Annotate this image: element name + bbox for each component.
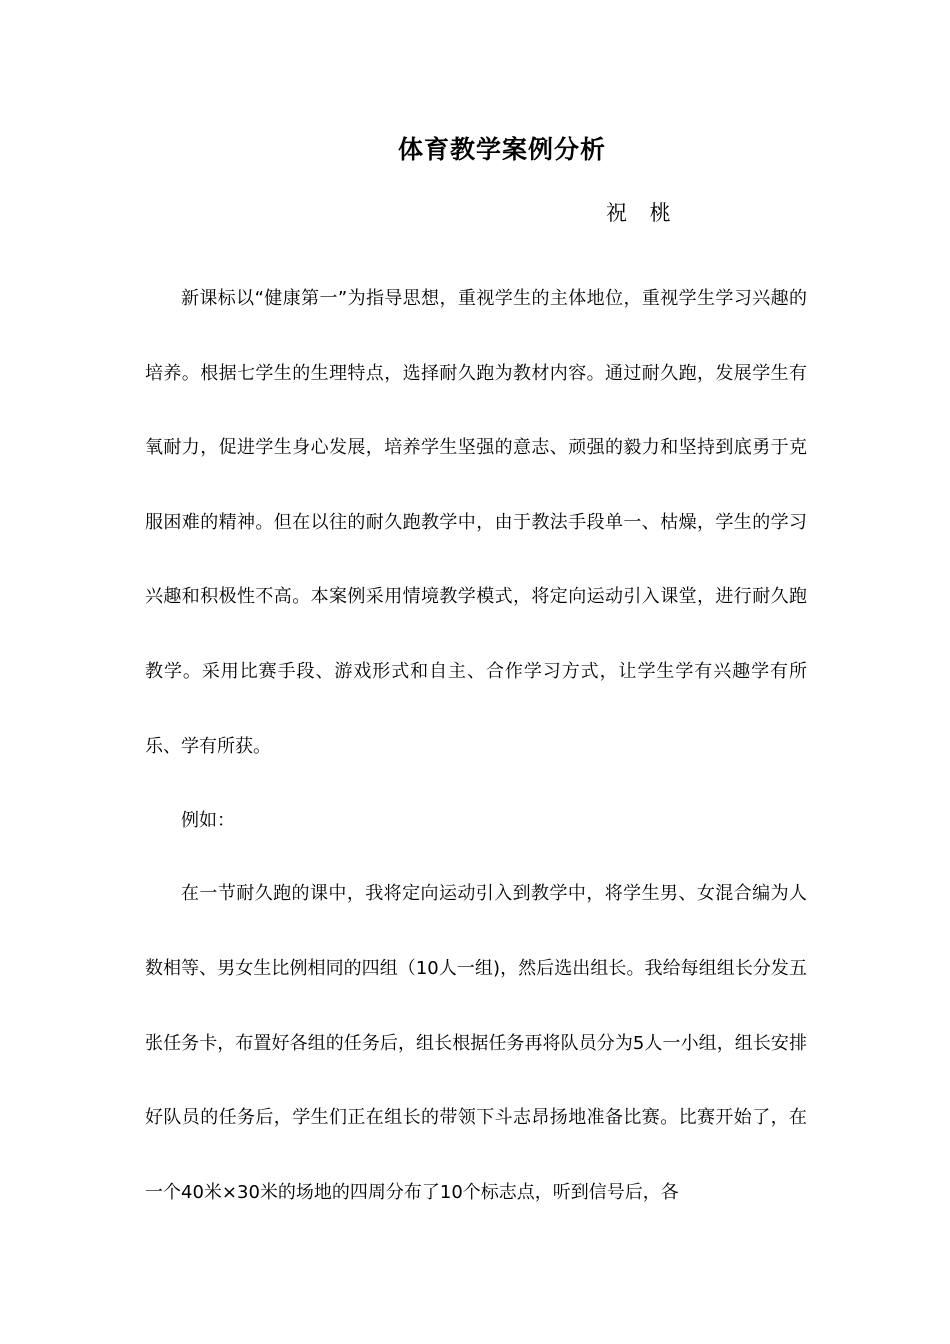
paragraph-example-body: 在一节耐久跑的课中，我将定向运动引入到教学中，将学生男、女混合编为人数相等、男女生比例相同的四组（10人一组)，然后选出组长。我给每组组长分发五张任务卡，布置好各组的任务后，组长根据任务再将队员分为5人一小组，组长安排好队员的任务后，学生们正在组长的带领下斗志昂扬地准备比赛。比赛开始了，在一个40米×30米的场地的四周分布了10个标志点，听到信号后，各	[145, 883, 807, 1203]
document-title: 体育教学案例分析	[397, 135, 606, 164]
paragraph-intro: 新课标以“健康第一”为指导思想，重视学生的主体地位，重视学生学习兴趣的培养。根据七学生的生理特点，选择耐久跑为教材内容。通过耐久跑，发展学生有氧耐力，促进学生身心发展，培养学生坚强的意志、顽强的毅力和坚持到底勇于克服困难的精神。但在以往的耐久跑教学中，由于教法手段单一、枯燥，学生的学习兴趣和积极性不高。本案例采用情境教学模式，将定向运动引入课堂，进行耐久跑教学。采用比赛手段、游戏形式和自主、合作学习方式，让学生学有兴趣学有所乐、学有所获。	[145, 288, 807, 757]
document-body	[145, 262, 807, 1230]
document-author: 祝 桃	[606, 201, 679, 225]
paragraph-example-label: 例如：	[181, 810, 235, 832]
